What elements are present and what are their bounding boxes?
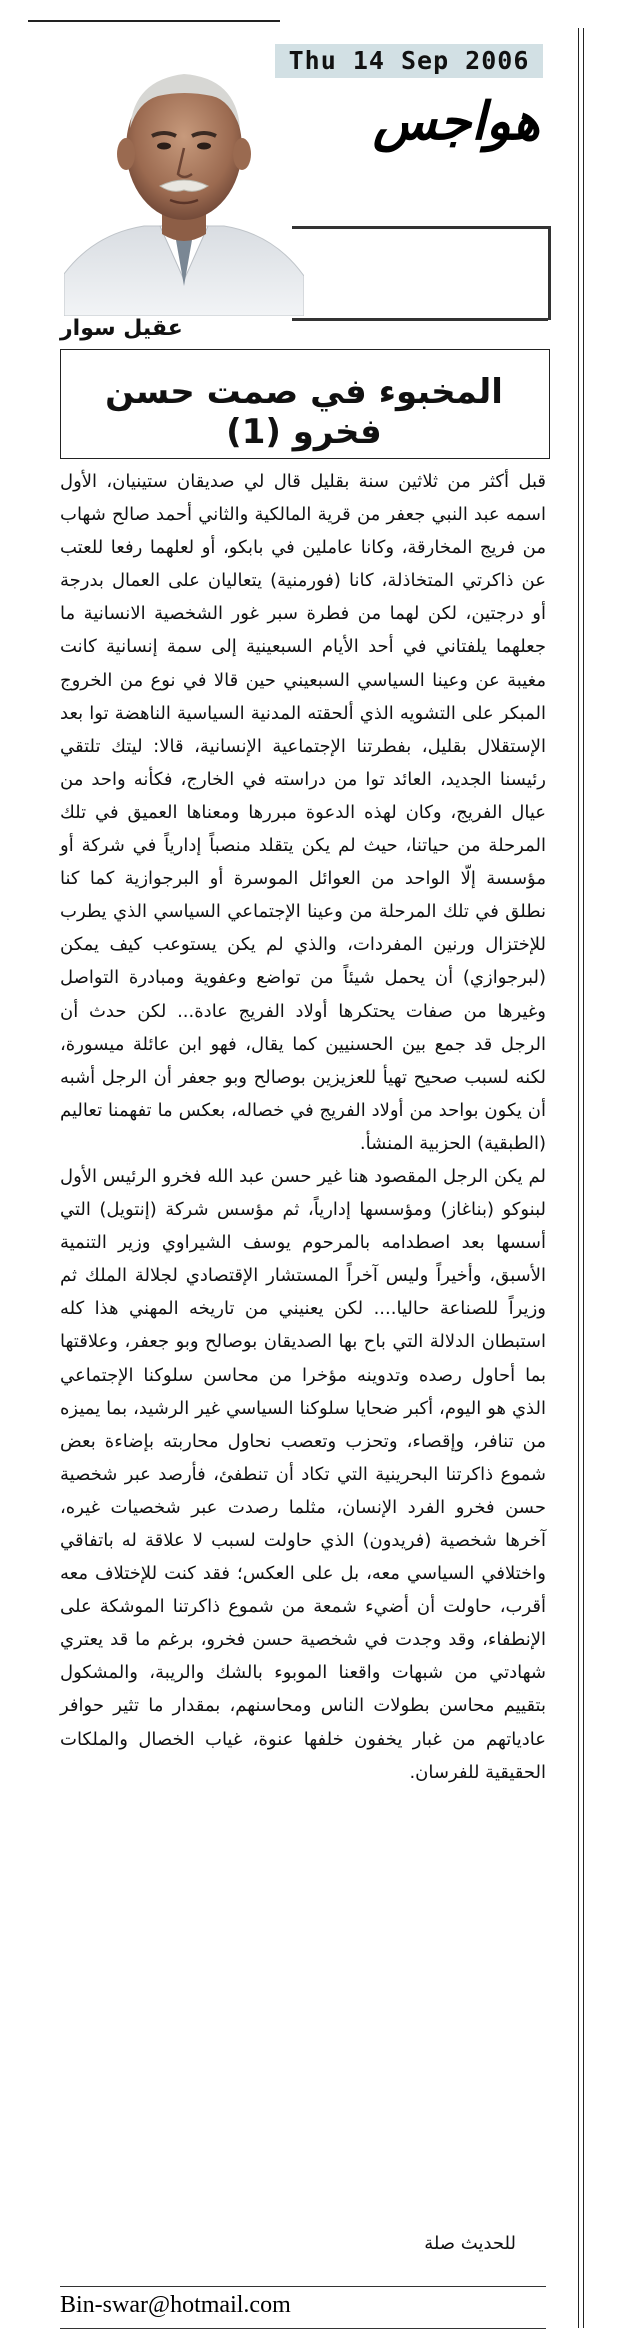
date-banner: Thu 14 Sep 2006 <box>275 44 543 78</box>
article-title: المخبوء في صمت حسن فخرو (1) <box>105 372 503 452</box>
author-name: عقيل سوار <box>60 316 183 341</box>
author-email[interactable]: Bin-swar@hotmail.com <box>60 2292 291 2318</box>
footer-rule-top <box>60 2286 546 2287</box>
paragraph-2: لم يكن الرجل المقصود هنا غير حسن عبد الله فخرو الرئيس الأول لبنوكو (بناغاز) ومؤسسها إدارياً، ثم مؤسس شركة (إنتويل) التي أسسها بعد اصطدامه بالمرحوم يوسف الشيراوي وزير التنمية الأسبق، وأخيراً وليس آخراً المستشار الإقتصادي لجلالة الملك ثم وزيراً للصناعة حاليا.... لكن يعنيني من تاريخه المهني هذا كله استبطان الدلالة التي باح بها الصديقان بوصالح وبو جعفر، وعلاقتها بما أحاول رصده وتدوينه مؤخرا من محاسن سلوكنا الإجتماعي الذي هو اليوم، أكبر ضحايا سلوكنا السياسي غير الرشيد، بما يميزه من تنافر، وإقصاء، وتحزب وتعصب نحاول محاربته بإضاءة بعض شموع ذاكرتنا البحرينية التي تكاد أن تنطفئ، فأرصد عبر شخصية حسن فخرو الفرد الإنسان، مثلما رصدت عبر شخصيات غيره، آخرها شخصية (فريدون) الذي حاولت لسبب لا علاقة له باتفاقي واختلافي السياسي معه، بل على العكس؛ فقد كنت للإختلاف معه أقرب، حاولت أن أضيء شمعة من شموع ذاكرتنا الموشكة على الإنطفاء، وقد وجدت في شخصية حسن فخرو، برغم ما قد يعتري شهادتي من شبهات واقعنا الموبوء بالشك والريبة، والمشكول بتقييم محاسن بطولات الناس ومحاسنهم، بمقدار ما تثير حوافر عادياتهم من غبار يخفون خلفها عنوة، غياب الخصال والملكات الحقيقية للفرسان. <box>60 1165 546 1783</box>
article-body <box>60 465 546 1789</box>
footer-rule-bottom <box>60 2328 546 2329</box>
sign-off: للحديث صلة <box>424 2233 516 2254</box>
column-name: هواجس <box>372 92 540 152</box>
author-portrait <box>64 44 304 316</box>
paragraph-1: قبل أكثر من ثلاثين سنة بقليل قال لي صديقان ستينيان، الأول اسمه عبد النبي جعفر من قرية المالكية والثاني أحمد صالح شهاب من فريج المخارقة، وكانا عاملين في بابكو، أو لعلهما رفعا للعتب عن ذاكرتي المتخاذلة، كانا (فورمنية) يتعاليان على العمال بدرجة أو درجتين، لكن لهما من فطرة سبر غور الشخصية الانسانية ما جعلهما يلفتاني في أحد الأيام السبعينية إلى سمة إنسانية كانت مغيبة عن وعينا السياسي السبعيني حين قالا في نوع من الخروج المبكر على التشويه الذي ألحقته المدنية السياسية الناهضة توا بعد الإستقلال بقليل، بفطرتنا الإجتماعية الإنسانية، قالا: ليتك تلتقي رئيسنا الجديد، العائد توا من دراسته في الخارج، فكأنه واحد من عيال الفريج، وكان لهذه الدعوة مبررها ومعناها العميق في تلك المرحلة من حياتنا، حيث لم يكن يتقلد منصباً إدارياً في شركة أو مؤسسة إلّا الواحد من العوائل الموسرة أو البرجوازية كما كنا نطلق في تلك المرحلة من وعينا الإجتماعي السياسي الذي يطرب للإختزال ورنين المفردات، والذي لم يكن يستوعب كيف يمكن (لبرجوازي) أن يحمل شيئاً من تواضع وعفوية ومبادرة التواصل وغيرها من صفات يحتكرها أولاد الفريج عادة... لكن حدث أن الرجل قد جمع بين الحسنيين كما يقال، فهو ابن عائلة ميسورة، لكنه لسبب صحيح تهيأ للعزيزين بوصالح وبو جعفر أن الرجل أشبه أن يكون بواحد من أولاد الفريج في خصاله، بعكس ما تفهمنا تعاليم (الطبقية) الحزبية المنشأ. <box>60 471 546 1154</box>
top-rule <box>28 20 280 22</box>
column-side-rule <box>578 28 584 2328</box>
